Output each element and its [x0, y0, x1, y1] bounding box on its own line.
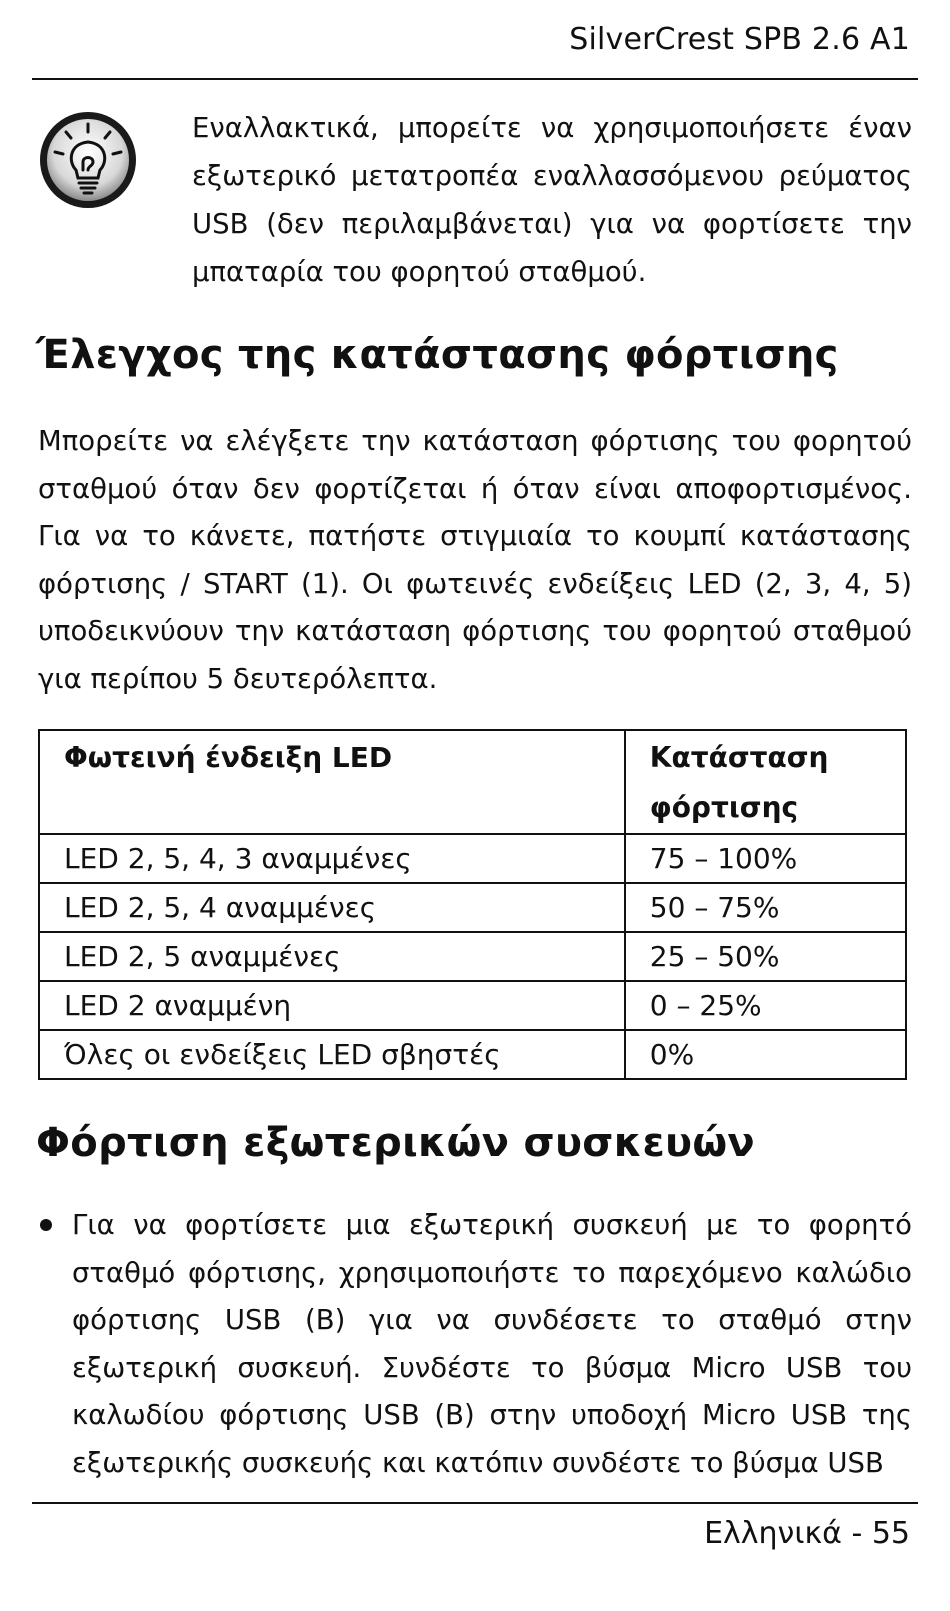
section-heading-charging-devices: Φόρτιση εξωτερικών συσκευών [36, 1120, 755, 1166]
header-rule [32, 78, 918, 80]
charge-status-table [38, 729, 907, 1080]
table-cell-led: LED 2, 5, 4 αναμμένες [39, 883, 625, 932]
charging-bullet-list [38, 1202, 912, 1487]
table-cell-led: LED 2, 5, 4, 3 αναμμένες [39, 834, 625, 883]
table-cell-status: 75 – 100% [625, 834, 906, 883]
table-row [39, 834, 906, 883]
table-cell-led: Όλες οι ενδείξεις LED σβηστές [39, 1030, 625, 1079]
table-cell-led: LED 2 αναμμένη [39, 981, 625, 1030]
table-row [39, 1030, 906, 1079]
table-row [39, 981, 906, 1030]
table-cell-status: 0% [625, 1030, 906, 1079]
running-header: SilverCrest SPB 2.6 A1 [569, 22, 910, 57]
table-cell-status: 25 – 50% [625, 932, 906, 981]
table-cell-led: LED 2, 5 αναμμένες [39, 932, 625, 981]
table-row [39, 932, 906, 981]
section-heading-charge-status: Έλεγχος της κατάστασης φόρτισης [36, 332, 839, 378]
tip-text: Εναλλακτικά, μπορείτε να χρησιμοποιήσετε έναν εξωτερικό μετατροπέα εναλλασσόμενου ρεύματος USB (δεν περιλαμβάνεται) για να φορτίσετε την μπαταρία του φορητού σταθμού. [192, 112, 912, 288]
page-footer: Ελληνικά - 55 [704, 1516, 910, 1551]
list-item [38, 1202, 912, 1487]
footer-rule [32, 1502, 918, 1504]
table-cell-status: 50 – 75% [625, 883, 906, 932]
bullet-icon [40, 1219, 52, 1231]
table-cell-status: 0 – 25% [625, 981, 906, 1030]
table-header-charge-status: Κατάσταση φόρτισης [625, 730, 906, 834]
lightbulb-icon [36, 108, 140, 212]
table-header-row [39, 730, 906, 834]
charge-status-paragraph: Μπορείτε να ελέγξετε την κατάσταση φόρτισης του φορητού σταθμού όταν δεν φορτίζεται ή όταν είναι αποφορτισμένος. Για να το κάνετε, πατήστε στιγμιαία το κουμπί κατάστασης φόρτισης / START (1). Οι φωτεινές ενδείξεις LED (2, 3, 4, 5) υποδεικνύουν την κατάσταση φόρτισης του φορητού σταθμού για περίπου 5 δευτερόλεπτα. [38, 425, 912, 695]
list-item-text: Για να φορτίσετε μια εξωτερική συσκευή με το φορητό σταθμό φόρτισης, χρησιμοποιήστε το παρεχόμενο καλώδιο φόρτισης USB (B) για να συνδέσετε το σταθμό στην εξωτερική συσκευή. Συνδέστε το βύσμα Micro USB του καλωδίου φόρτισης USB (B) στην υποδοχή Micro USB της εξωτερικής συσκευής και κατόπιν συνδέστε το βύσμα USB [72, 1209, 912, 1479]
table-row [39, 883, 906, 932]
table-header-led: Φωτεινή ένδειξη LED [39, 730, 625, 834]
